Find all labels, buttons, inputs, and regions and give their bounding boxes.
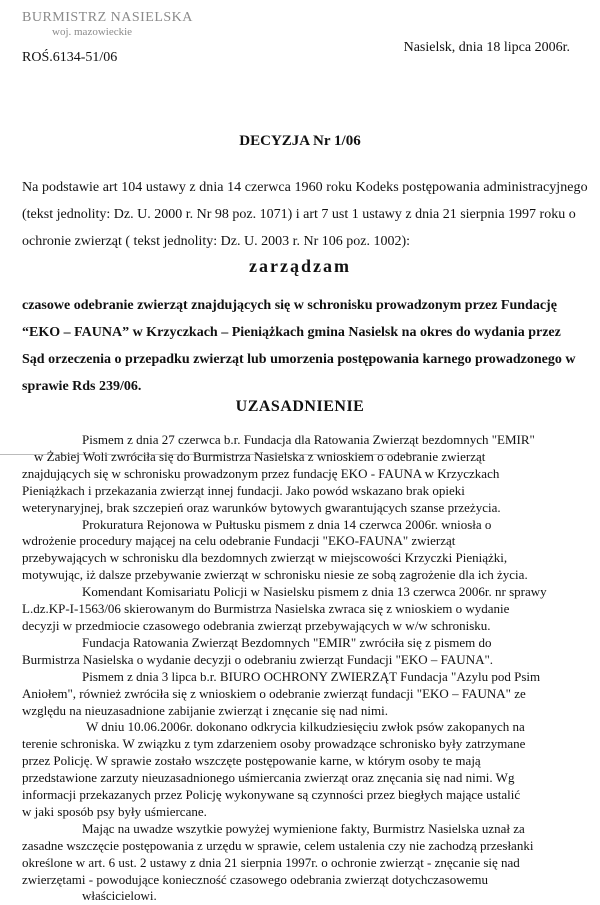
justification-line: terenie schroniska. W związku z tym zdarzeniem osoby prowadzące schronisko były zatrzymane [22, 736, 526, 752]
justification-line: wdrożenie procedury mającej na celu odebranie Fundacji "EKO-FAUNA" zwierząt [22, 533, 456, 549]
justification-line: decyzji w przedmiocie czasowego odebrania zwierząt przebywających w w/w schronisku. [22, 617, 491, 633]
legal-basis-line: ochronie zwierząt ( tekst jednolity: Dz. U. 2003 r. Nr 106 poz. 1002): [22, 234, 411, 249]
justification-line: względu na nieuzasadnione zabijanie zwierząt i znęcanie się nad nimi. [22, 702, 388, 718]
justification-line: zasadne wszczęcie postępowania z urzędu w sprawie, celem ustalenia czy nie zachodzą przesłanki [22, 837, 534, 853]
justification-line: Komendant Komisariatu Policji w Nasielsku pismem z dnia 13 czerwca 2006r. nr sprawy [82, 584, 547, 600]
justification-line: znajdujących się w schronisku prowadzonym przez fundację EKO - FAUNA w Krzyczkach [22, 465, 500, 481]
justification-line: Pismem z dnia 3 lipca b.r. BIURO OCHRONY ZWIERZĄT Fundacja "Azylu pod Psim [82, 668, 541, 684]
letterhead-name: BURMISTRZ NASIELSKA [22, 10, 193, 25]
legal-basis-line: Na podstawie art 104 ustawy z dnia 14 czerwca 1960 roku Kodeks postępowania administracyjnego [22, 180, 588, 195]
decision-body [22, 292, 582, 400]
justification-line: Pieniążkach i przekazania zwierząt innej fundacji. Jako powód wskazano brak opieki [22, 482, 465, 498]
justification-line: przebywających w schronisku dla bezdomnych zwierząt w miejscowości Krzyczki Pieniążki, [22, 550, 508, 566]
decision-line: czasowe odebranie zwierząt znajdujących się w schronisku prowadzonym przez Fundację [22, 298, 557, 313]
justification-body [22, 432, 584, 905]
justification-heading: UZASADNIENIE [235, 398, 365, 415]
justification-line: Aniołem", również zwróciła się z wnioskiem o odebranie zwierząt fundacji "EKO – FAUNA" ze [22, 685, 526, 701]
legal-basis [22, 174, 588, 255]
decision-line: Sąd orzeczenia o przepadku zwierząt lub umorzenia postępowania karnego prowadzonego w [22, 352, 576, 367]
letterhead-stamp [22, 10, 193, 39]
justification-line: właścicielowi. [82, 888, 157, 904]
decision-title: DECYZJA Nr 1/06 [239, 133, 361, 149]
justification-line: przedstawione zarzuty nieuzasadnionego uśmiercania zwierząt oraz znęcania się nad nimi. Wg [22, 770, 515, 786]
letterhead-region: woj. mazowieckie [52, 26, 133, 38]
justification-line: W dniu 10.06.2006r. dokonano odkrycia kilkudziesięciu zwłok psów zakopanych na [86, 719, 525, 735]
justification-line: Pismem z dnia 27 czerwca b.r. Fundacja dla Ratowania Zwierząt bezdomnych "EMIR" [82, 432, 535, 447]
reference-number: ROŚ.6134-51/06 [22, 50, 118, 65]
justification-line: przez Policję. W sprawie zostało wszczęte postępowanie karne, w którym osoby te mają [22, 753, 481, 769]
justification-line: L.dz.KP-I-1563/06 skierowanym do Burmistrza Nasielska zwraca się z wnioskiem o wydanie [22, 601, 510, 617]
justification-line: Burmistrza Nasielska o wydanie decyzji o odebraniu zwierząt Fundacji "EKO – FAUNA". [22, 651, 494, 667]
justification-line: Mając na uwadze wszytkie powyżej wymienione fakty, Burmistrz Nasielska uznał za [82, 820, 525, 836]
place-and-date: Nasielsk, dnia 18 lipca 2006r. [403, 40, 570, 55]
legal-basis-line: (tekst jednolity: Dz. U. 2000 r. Nr 98 poz. 1071) i art 7 ust 1 ustawy z dnia 21 sierpnia 1997 roku o [22, 207, 576, 222]
justification-line: w Żabiej Woli zwróciła się do Burmistrza Nasielska z wnioskiem o odebranie zwierząt [34, 448, 486, 464]
justification-line: weterynaryjnej, brak szczepień oraz warunków bytowych gwarantujących szanse przeżycia. [22, 499, 501, 515]
decision-line: “EKO – FAUNA” w Krzyczkach – Pieniążkach gmina Nasielsk na okres do wydania przez [22, 325, 561, 340]
decision-line: sprawie Rds 239/06. [22, 379, 142, 394]
justification-line: w jaki sposób psy były uśmiercane. [22, 803, 207, 819]
decree-word: zarządzam [249, 256, 351, 276]
justification-line: informacji przekazanych przez Policję wykonywane są czynności przez biegłych mające ustalić [22, 787, 521, 803]
justification-line: zwierzętami - powodujące konieczność czasowego odebrania zwierząt dotychczasowemu [22, 871, 488, 887]
justification-line: określone w art. 6 ust. 2 ustawy z dnia 21 sierpnia 1997r. o ochronie zwierząt - znęcanie się nad [22, 854, 520, 870]
justification-line: Fundacja Ratowania Zwierząt Bezdomnych "EMIR" zwróciła się z pismem do [82, 634, 492, 650]
justification-line: Prokuratura Rejonowa w Pułtusku pismem z dnia 14 czerwca 2006r. wniosła o [82, 516, 492, 532]
justification-line: motywując, iż dalsze przebywanie zwierząt w schronisku niesie ze sobą zagrożenie dla ich życia. [22, 567, 528, 583]
